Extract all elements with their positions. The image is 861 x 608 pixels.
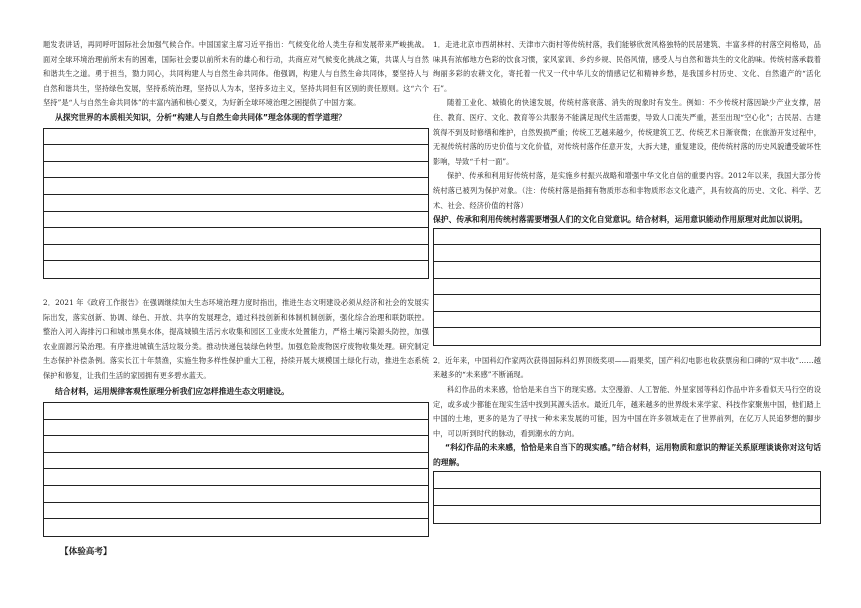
right-question-1: 保护、传承和利用传统村落需要增强人们的文化自觉意识。结合材料，运用意识能动作用原理对此加以说明。: [433, 215, 808, 225]
left-column: [43, 38, 429, 537]
answer-line: [44, 212, 428, 229]
answer-line: [44, 453, 428, 470]
answer-line: [434, 328, 820, 345]
answer-line: [44, 261, 428, 278]
answer-line: [434, 472, 820, 489]
right-answer-box-2[interactable]: [433, 471, 821, 524]
answer-line: [44, 436, 428, 453]
answer-line: [44, 129, 428, 146]
answer-line: [44, 503, 428, 520]
left-question-2-passage: 2．2021 年《政府工作报告》在强调继续加大生态环境治理力度时指出，推进生态文明建设必须从经济和社会的发展实际出发，落实创新、协调、绿色、开放、共享的发展理念，通过科技创新和体制机制创新，强化综合治理和联防联控。整治入河入海排污口和城市黑臭水体，提高城镇生活污水收集和园区工业废水处置能力，严格土壤污染源头防控，加强农业面源污染治理。有序推进城镇生活垃圾分类。推动快递包装绿色转型。加强危险废物医疗废物收集处理。研究制定生态保护补偿条例。落实长江十年禁渔，实施生物多样性保护重大工程，持续开展大规模国土绿化行动，推进生态系统保护和修复，让我们生活的家园拥有更多碧水蓝天。: [43, 297, 429, 380]
left-answer-box-1[interactable]: [43, 128, 429, 279]
answer-line: [44, 178, 428, 195]
left-answer-box-2[interactable]: [43, 402, 429, 537]
right-answer-box-1[interactable]: [433, 228, 821, 346]
left-question-1: 从探究世界的本质相关知识，分析“构建人与自然生命共同体”理念体现的哲学道理？: [55, 112, 346, 122]
answer-line: [434, 262, 820, 279]
answer-line: [434, 245, 820, 262]
right-question-1-passage-3: 保护、传承和利用好传统村落，是实施乡村振兴战略和增强中华文化自信的重要内容。2012年以来，我国大部分传统村落已被列为保护对象。（注：传统村落是指拥有物质形态和非物质形态文化遗产，具有较高的历史、文化、科学、艺术、社会、经济价值的村落）: [433, 171, 821, 210]
right-question-2: “科幻作品的未来感，恰恰是来自当下的现实感。”结合材料，运用物质和意识的辩证关系原理谈谈你对这句话的理解。: [433, 443, 821, 468]
right-question-1-passage-2: 随着工业化、城镇化的快速发展，传统村落衰落、消失的现象时有发生。例如：不少传统村落因缺少产业支撑，居住、教育、医疗、文化、教育等公共服务不能满足现代生活需要，导致人口流失严重，甚至出现“空心化”；古民居、古建筑得不到及时修缮和维护，自然毁损严重；传统工艺越来越少，传统建筑工艺、传统艺术日渐衰微；在旅游开发过程中，无视传统村落的历史价值与文化价值，对传统村落作任意开发，大拆大建，重复建设，使传统村落的历史风貌遭受破坏性影响，导致“千村一面”。: [433, 98, 821, 166]
answer-line: [44, 486, 428, 503]
answer-line: [434, 506, 820, 523]
answer-line: [434, 229, 820, 246]
answer-line: [44, 145, 428, 162]
answer-line: [44, 519, 428, 536]
right-question-2-passage-2: 科幻作品的未来感，恰恰是来自当下的现实感。太空漫游、人工智能、外星家园等科幻作品中许多看似天马行空的设定，或多或少都能在现实生活中找到其源头活水。最近几年，越来越多的世界级未来学家、科技作家聚焦中国，他们踏上中国的土地，更多的是为了寻找一种未来发展的可能，因为中国在许多领域走在了世界前列，在亿万人民追梦想的脚步中，可以听到时代的脉动，看到潮水的方向。: [433, 385, 821, 438]
answer-line: [434, 489, 820, 506]
answer-line: [44, 403, 428, 420]
answer-line: [44, 162, 428, 179]
answer-line: [434, 295, 820, 312]
answer-line: [44, 195, 428, 212]
answer-line: [44, 245, 428, 262]
exam-section-title: 【体验高考】: [60, 547, 112, 557]
answer-line: [434, 312, 820, 329]
answer-line: [44, 469, 428, 486]
answer-line: [434, 279, 820, 296]
right-question-2-passage: 2．近年来，中国科幻作家两次获得国际科幻界顶级奖项——雨果奖，国产科幻电影也收获票房和口碑的“双丰收”……越来越多的“未来感”不断涌现。: [433, 355, 821, 380]
right-column: [433, 38, 821, 524]
right-question-1-passage: 1．走进北京市西胡林村、天津市六街村等传统村落，我们能够欣赏风格独特的民居建筑、丰富多样的村落空间格局，品味具有浓郁地方色彩的饮食习惯，家风家训、乡约乡规、民俗风情，感受人与自然和谐共生的文化韵味。传统村落承载着绚丽多彩的农耕文化，寄托着一代又一代中华儿女的情感记忆和精神乡愁，是我国乡村历史、文化、自然遗产的“活化石”。: [433, 40, 821, 93]
left-question-2: 结合材料，运用规律客观性原理分析我们应怎样推进生态文明建设。: [55, 387, 289, 397]
answer-line: [44, 228, 428, 245]
left-intro-passage: 题发表讲话，再同呼吁国际社会加强气候合作。中国国家主席习近平指出：气候变化给人类生存和发展带来严峻挑战。面对全球环境治理前所未有的困难，国际社会要以前所未有的雄心和行动，共商应对气候变化挑战之策，共谋人与自然和谐共生之道。勇于担当，勠力同心，共同构建人与自然生命共同体。他强调，构建人与自然生命共同体，要坚持人与自然和谐共生，坚持绿色发展，坚持系统治理，坚持以人为本，坚持多边主义，坚持共同但有区别的责任原则。这“六个坚持”是“人与自然生命共同体”的丰富内涵和核心要义，为好新全球环境治理之困提供了中国方案。: [43, 40, 429, 108]
answer-line: [44, 420, 428, 437]
